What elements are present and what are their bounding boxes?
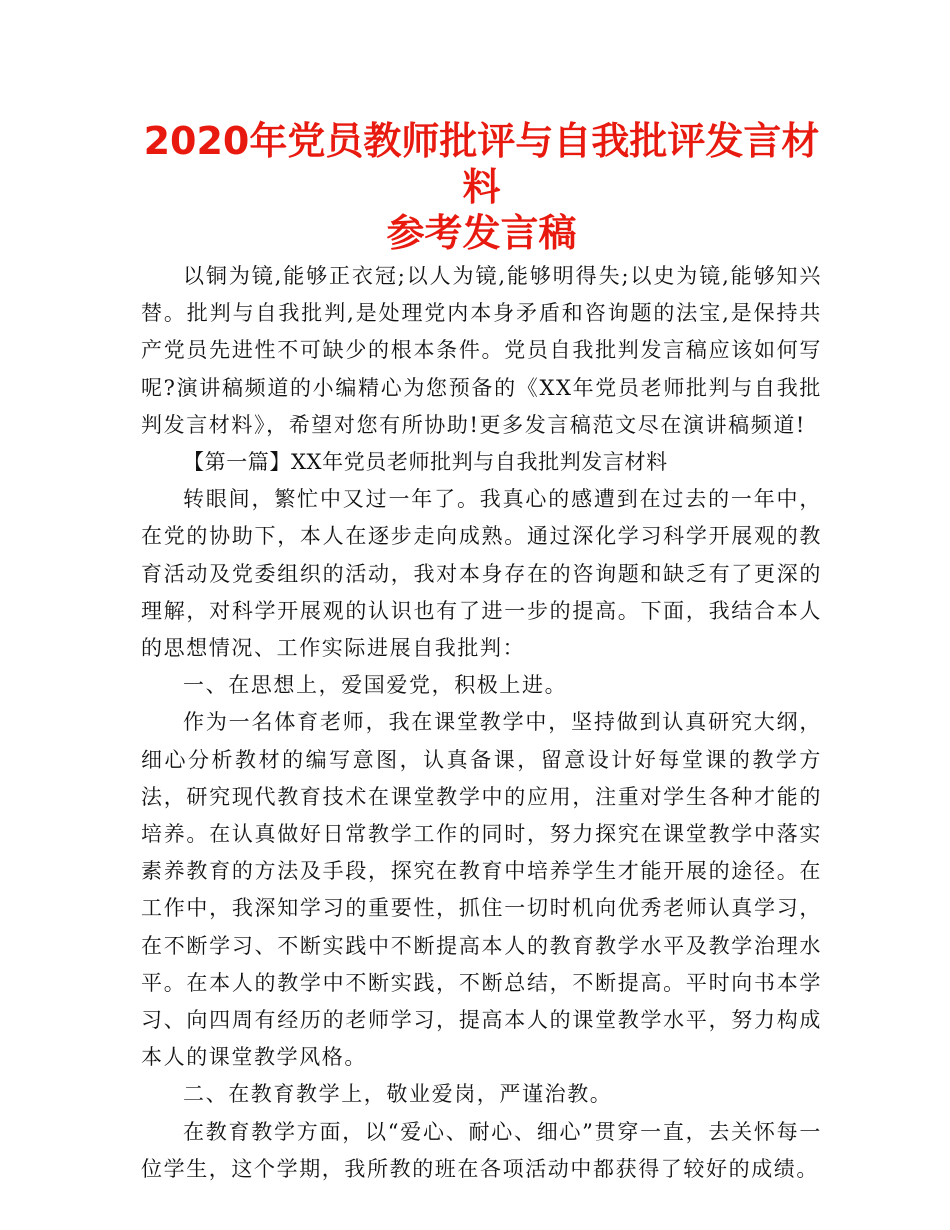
body-paragraph: 作为一名体育老师，我在课堂教学中，坚持做到认真研究大纲，细心分析教材的编写意图，认真备课，留意设计好每堂课的教学方法，研究现代教育技术在课堂教学中的应用，注重对学生各种才能的培养。在认真做好日常教学工作的同时，努力探究在课堂教学中落实素养教育的方法及手段，探究在教育中培养学生才能开展的途径。在工作中，我深知学习的重要性，抓住一切时机向优秀老师认真学习，在不断学习、不断实践中不断提高本人的教育教学水平及教学治理水平。在本人的教学中不断实践，不断总结，不断提高。平时向书本学习、向四周有经历的老师学习，提高本人的课堂教学水平，努力构成本人的课堂教学风格。	[141, 710, 822, 1070]
subheading-thought: 一、在思想上，爱国爱党，积极上进。	[183, 673, 568, 698]
section-heading-first: 【第一篇】XX年党员老师批判与自我批判发言材料	[183, 450, 668, 475]
title-line-1: 2020年党员教师批评与自我批评发言材料	[143, 119, 820, 209]
intro-paragraph: 以铜为镜,能够正衣冠;以人为镜,能够明得失;以史为镜,能够知兴替。批判与自我批判,是处理党内本身矛盾和咨询题的法宝,是保持共产党员先进性不可缺少的根本条件。党员自我批判发言稿应该如何写呢?演讲稿频道的小编精心为您预备的《XX年党员老师批判与自我批判发言材料》，希望对您有所协助!更多发言稿范文尽在演讲稿频道!	[141, 264, 822, 437]
title-line-2: 参考发言稿	[386, 211, 577, 255]
body-paragraph: 转眼间，繁忙中又过一年了。我真心的感遭到在过去的一年中，在党的协助下，本人在逐步走向成熟。通过深化学习科学开展观的教育活动及党委组织的活动，我对本身存在的咨询题和缺乏有了更深的理解，对科学开展观的认识也有了进一步的提高。下面，我结合本人的思想情况、工作实际进展自我批判：	[141, 487, 822, 661]
subheading-teaching: 二、在教育教学上，敬业爱岗，严谨治教。	[183, 1082, 613, 1107]
body-paragraph: 在教育教学方面，以“爱心、耐心、细心”贯穿一直，去关怀每一位学生，这个学期，我所教的班在各项活动中都获得了较好的成绩。	[141, 1119, 822, 1181]
document-title	[141, 118, 822, 256]
document-body	[141, 258, 822, 1188]
